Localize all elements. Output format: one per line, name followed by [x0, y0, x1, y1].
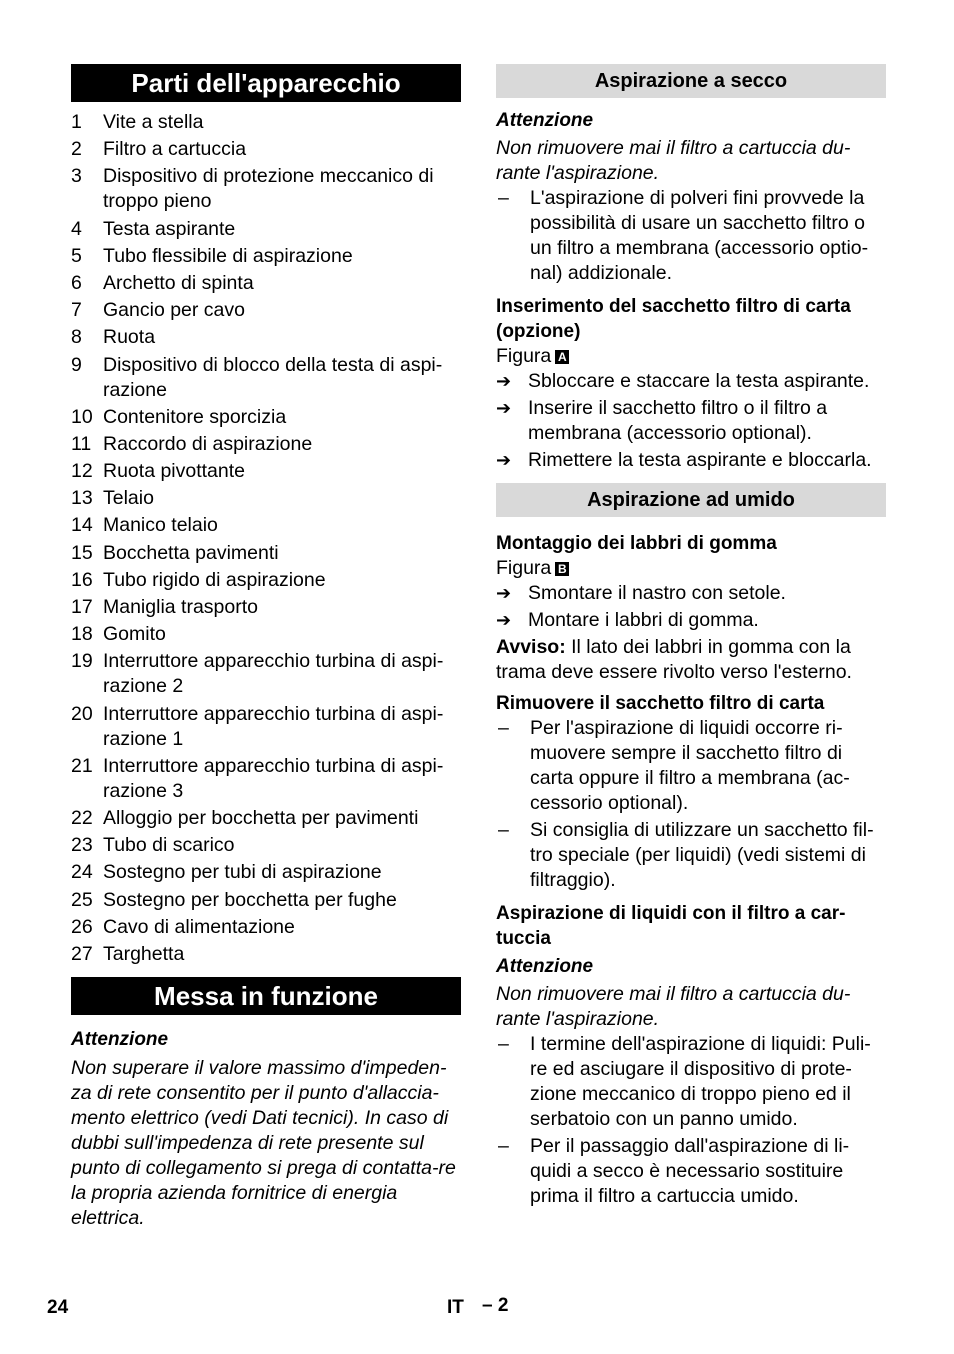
item-number: 2 — [71, 138, 82, 161]
step-text: Inserire il sacchetto filtro o il filtro a membrana (accessorio optional). — [528, 397, 828, 444]
item-text: Targhetta — [103, 942, 185, 965]
dash-item — [496, 1134, 886, 1209]
item-text: Vite a stella — [103, 111, 204, 133]
arrow-right-icon: ➔ — [496, 371, 512, 391]
item-text: Ruota — [103, 326, 156, 349]
list-item — [71, 353, 461, 403]
remove-title: Rimuovere il sacchetto filtro di carta — [496, 693, 825, 714]
step-item — [496, 396, 886, 446]
item-number: 20 — [71, 702, 93, 725]
item-number: 24 — [71, 861, 93, 884]
list-item — [71, 164, 461, 214]
list-item — [71, 942, 461, 967]
left-column — [71, 64, 461, 1231]
insert-title: Inserimento del sacchetto filtro di carta (opzione) — [496, 296, 851, 342]
heading-parts: Parti dell'apparecchio — [71, 64, 461, 102]
item-text: Interruttore apparecchio turbina di aspi-razione 2 — [103, 650, 444, 698]
step-text: Sbloccare e staccare la testa aspirante. — [528, 370, 870, 392]
item-number: 26 — [71, 915, 93, 938]
list-item — [71, 806, 461, 831]
item-text: Maniglia trasporto — [103, 596, 258, 618]
item-number: 21 — [71, 754, 93, 777]
dash-text: I termine dell'aspirazione di liquidi: Puli-re ed asciugare il dispositivo di prote-zione meccanico di troppo pieno ed il serbatoio con un panno umido. — [530, 1033, 871, 1130]
mount-steps — [496, 581, 886, 633]
figure-a-icon: A — [555, 350, 569, 364]
list-item — [71, 486, 461, 511]
item-text: Telaio — [103, 487, 154, 510]
item-number: 15 — [71, 541, 93, 564]
notice-text: Il lato dei labbri in gomma con la trama deve essere rivolto verso l'esterno. — [496, 636, 852, 683]
dash-text: Si consiglia di utilizzare un sacchetto fil-tro speciale (per liquidi) (vedi sistemi di filtraggio). — [530, 819, 874, 891]
heading-dry-vacuuming: Aspirazione a secco — [496, 64, 886, 98]
step-item — [496, 448, 886, 473]
figure-b-icon: B — [555, 562, 569, 576]
list-item — [71, 405, 461, 430]
list-item — [71, 325, 461, 350]
step-item — [496, 581, 886, 606]
list-item — [71, 541, 461, 566]
dash-text: Per il passaggio dall'aspirazione di li-quidi a secco è necessario sostituire prima il filtro a cartuccia umido. — [530, 1135, 850, 1207]
list-item — [71, 754, 461, 804]
list-item — [71, 833, 461, 858]
item-text: Tubo rigido di aspirazione — [103, 568, 326, 591]
item-number: 23 — [71, 834, 93, 857]
item-number: 19 — [71, 650, 93, 673]
list-item — [71, 888, 461, 913]
item-text: Tubo di scarico — [103, 834, 235, 857]
dash-marker: – — [498, 187, 509, 209]
liquid-dash-list — [496, 1032, 886, 1209]
heading-start-up: Messa in funzione — [71, 977, 461, 1015]
item-text: Filtro a cartuccia — [103, 138, 247, 161]
item-text: Interruttore apparecchio turbina di aspi-razione 1 — [103, 702, 444, 750]
item-number: 12 — [71, 460, 93, 483]
insert-steps — [496, 369, 886, 473]
list-item — [71, 860, 461, 885]
list-item — [71, 271, 461, 296]
heading-wet-vacuuming: Aspirazione ad umido — [496, 483, 886, 517]
list-item — [71, 595, 461, 620]
remove-dash-list — [496, 716, 886, 893]
item-number: 4 — [71, 217, 82, 240]
list-item — [71, 568, 461, 593]
item-text: Raccordo di aspirazione — [103, 432, 313, 455]
item-number: 7 — [71, 299, 82, 322]
dash-marker: – — [498, 1135, 509, 1157]
item-number: 16 — [71, 568, 93, 591]
step-item — [496, 369, 886, 394]
item-text: Sostegno per bocchetta per fughe — [103, 888, 397, 911]
attention-text: Non superare il valore massimo d'impeden-za di rete consentito per il punto d'allaccia-mento elettrico (vedi Dati tecnici). In caso di dubbi sull'impedenza di rete presente sul punto di collegamento si prega di contatta-re la propria azienda fornitrice di energia elettrica. — [71, 1056, 456, 1229]
dry-attention-text: Non rimuovere mai il filtro a cartuccia du-rante l'aspirazione. — [496, 137, 851, 184]
page-number: 24 — [47, 1297, 69, 1318]
item-text: Ruota pivottante — [103, 460, 246, 483]
step-text: Rimettere la testa aspirante e bloccarla. — [528, 449, 872, 471]
dash-marker: – — [498, 819, 509, 841]
item-number: 6 — [71, 271, 82, 294]
item-text: Dispositivo di protezione meccanico di troppo pieno — [103, 165, 434, 213]
dash-text: Per l'aspirazione di liquidi occorre ri-muovere sempre il sacchetto filtro di carta oppure il filtro a membrana (ac-cessorio optional). — [530, 717, 850, 814]
right-column — [496, 64, 886, 1211]
item-number: 18 — [71, 623, 93, 646]
notice-label: Avviso: — [496, 636, 566, 658]
item-text: Alloggio per bocchetta per pavimenti — [103, 806, 419, 829]
item-text: Cavo di alimentazione — [103, 915, 295, 938]
item-number: 10 — [71, 405, 93, 428]
item-text: Dispositivo di blocco della testa di aspi-razione — [103, 353, 443, 401]
liquid-title: Aspirazione di liquidi con il filtro a car-tuccia — [496, 903, 846, 949]
item-text: Bocchetta pavimenti — [103, 541, 279, 564]
item-number: 17 — [71, 596, 93, 618]
list-item — [71, 110, 461, 135]
item-number: 11 — [71, 432, 92, 455]
language-code: IT — [447, 1297, 464, 1318]
notice-paragraph — [496, 635, 886, 685]
attention-label: Attenzione — [71, 1028, 169, 1050]
parts-list — [71, 110, 461, 967]
item-text: Contenitore sporcizia — [103, 405, 287, 428]
list-item — [71, 459, 461, 484]
arrow-right-icon: ➔ — [496, 450, 512, 470]
item-number: 22 — [71, 806, 93, 829]
list-item — [71, 137, 461, 162]
item-number: 9 — [71, 353, 82, 376]
step-text: Smontare il nastro con setole. — [528, 582, 786, 604]
liquid-attention-text: Non rimuovere mai il filtro a cartuccia du-rante l'aspirazione. — [496, 983, 851, 1030]
item-number: 3 — [71, 165, 82, 188]
mount-figure-ref — [496, 556, 886, 581]
item-text: Archetto di spinta — [103, 271, 254, 294]
dash-item — [496, 818, 886, 893]
item-number: 5 — [71, 244, 82, 267]
item-text: Gancio per cavo — [103, 299, 245, 322]
list-item — [71, 513, 461, 538]
list-item — [71, 432, 461, 457]
item-number: 27 — [71, 942, 93, 965]
item-number: 25 — [71, 888, 93, 911]
list-item — [71, 244, 461, 269]
dry-dash-item — [496, 186, 886, 286]
step-item — [496, 608, 886, 633]
list-item — [71, 649, 461, 699]
list-item — [71, 217, 461, 242]
item-text: Tubo flessibile di aspirazione — [103, 244, 353, 267]
list-item — [71, 915, 461, 940]
dash-item — [496, 1032, 886, 1132]
section-page: – 2 — [482, 1295, 509, 1316]
item-number: 13 — [71, 487, 93, 510]
item-number: 1 — [71, 111, 82, 133]
figure-label: Figura — [496, 345, 552, 367]
arrow-right-icon: ➔ — [496, 398, 512, 418]
dry-attention-label: Attenzione — [496, 110, 594, 131]
dash-marker: – — [498, 717, 509, 739]
list-item — [71, 702, 461, 752]
list-item — [71, 622, 461, 647]
item-text: Interruttore apparecchio turbina di aspi-razione 3 — [103, 754, 444, 802]
dash-item — [496, 716, 886, 816]
figure-label: Figura — [496, 557, 552, 579]
list-item — [71, 298, 461, 323]
mount-title: Montaggio dei labbri di gomma — [496, 533, 777, 554]
item-number: 14 — [71, 514, 93, 537]
item-number: 8 — [71, 326, 82, 349]
arrow-right-icon: ➔ — [496, 583, 512, 603]
item-text: Gomito — [103, 623, 166, 646]
item-text: Sostegno per tubi di aspirazione — [103, 861, 382, 884]
liquid-attention-label: Attenzione — [496, 956, 594, 977]
item-text: Testa aspirante — [103, 217, 236, 240]
dash-marker: – — [498, 1033, 509, 1055]
insert-figure-ref — [496, 344, 886, 369]
arrow-right-icon: ➔ — [496, 610, 512, 630]
step-text: Montare i labbri di gomma. — [528, 609, 759, 631]
item-text: Manico telaio — [103, 514, 218, 537]
dash-text: L'aspirazione di polveri fini provvede la possibilità di usare un sacchetto filtro o un filtro a membrana (accessorio optio-nal) addizionale. — [530, 187, 869, 284]
